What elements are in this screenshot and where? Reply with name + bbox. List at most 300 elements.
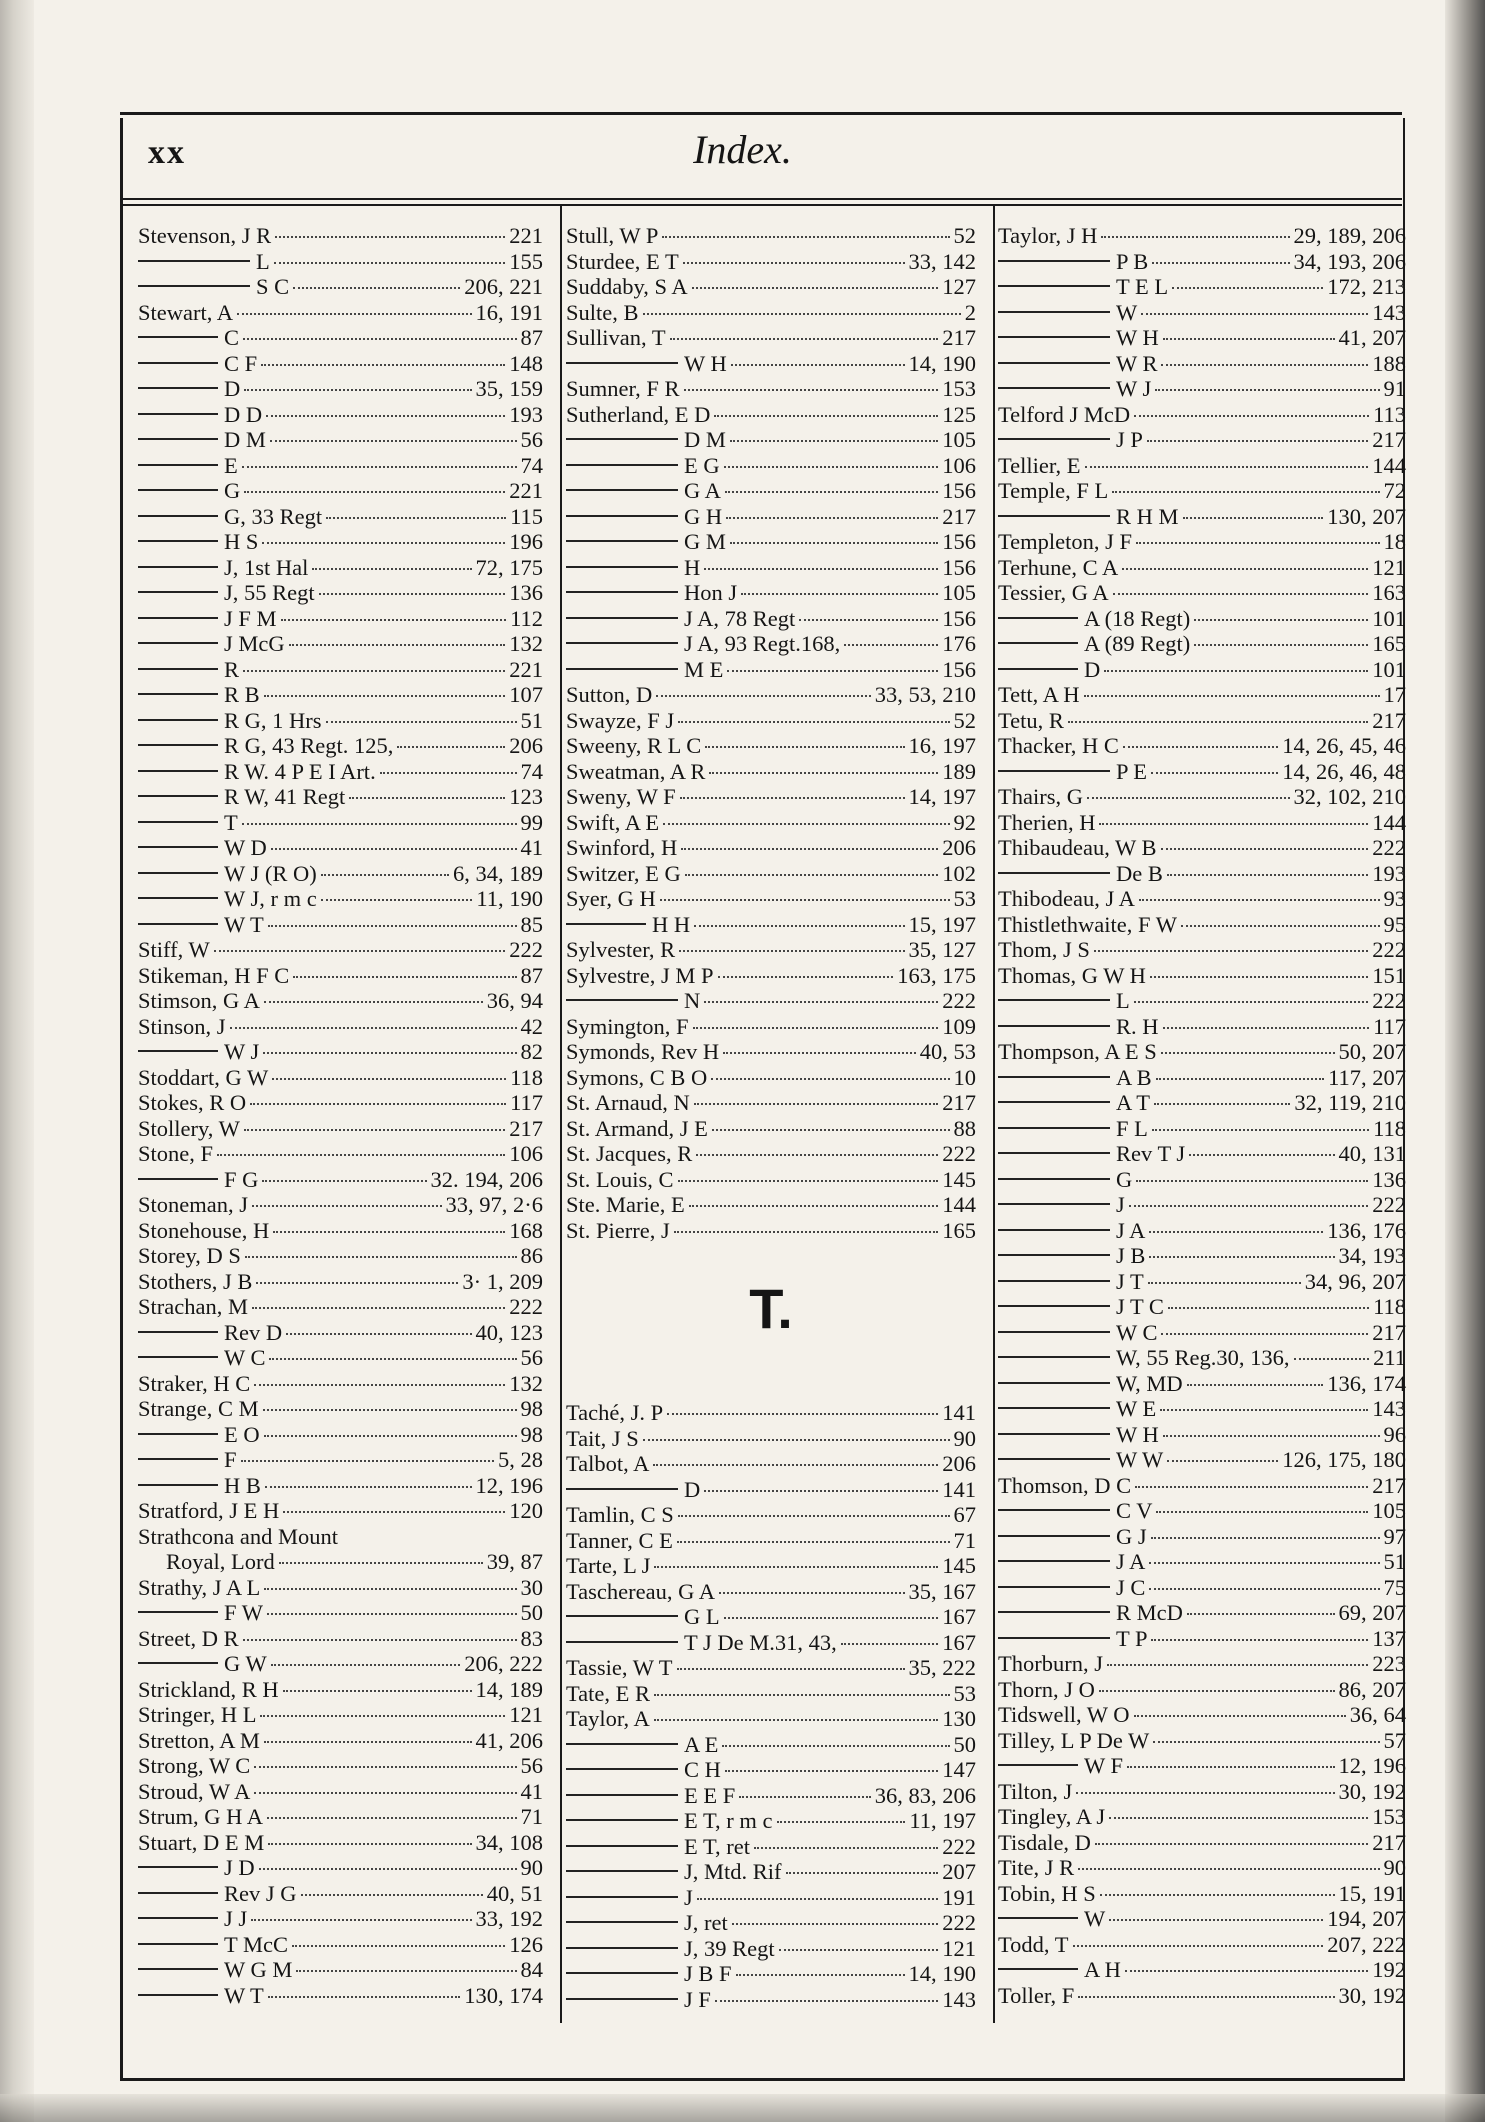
ditto-dash bbox=[998, 260, 1110, 262]
dot-leader bbox=[319, 593, 506, 595]
entry-pages: 32, 119, 210 bbox=[1294, 1090, 1406, 1115]
dot-leader bbox=[732, 1923, 939, 1925]
entry-pages: 97 bbox=[1383, 1523, 1406, 1549]
entry-name: Thistlethwaite, F W bbox=[998, 911, 1177, 937]
entry-pages: 126, 175, 180 bbox=[1282, 1447, 1406, 1472]
index-entry bbox=[566, 1655, 976, 1681]
dot-leader bbox=[1161, 848, 1369, 850]
ditto-dash bbox=[138, 1484, 218, 1486]
ditto-dash bbox=[566, 1896, 678, 1898]
index-entry bbox=[138, 1881, 543, 1907]
dot-leader bbox=[1076, 1792, 1334, 1794]
dot-leader bbox=[1183, 517, 1324, 519]
index-entry bbox=[138, 988, 543, 1014]
entry-pages: 206, 221 bbox=[464, 274, 543, 299]
dot-leader bbox=[643, 1439, 950, 1441]
index-entry bbox=[138, 1524, 543, 1550]
dot-leader bbox=[264, 1001, 483, 1003]
entry-pages: 90 bbox=[520, 1855, 543, 1880]
entry-pages: 29, 189, 206 bbox=[1293, 223, 1406, 248]
dot-leader bbox=[1136, 1180, 1368, 1182]
entry-pages: 191 bbox=[942, 1884, 976, 1910]
index-entry bbox=[998, 1294, 1406, 1320]
dot-leader bbox=[1104, 670, 1368, 672]
entry-pages: 34, 193 bbox=[1338, 1243, 1406, 1268]
entry-name: W, 55 Reg.30, 136, bbox=[1116, 1345, 1290, 1370]
index-entry bbox=[138, 963, 543, 989]
entry-name: Thorn, J O bbox=[998, 1676, 1095, 1702]
index-entry bbox=[998, 1345, 1406, 1371]
entry-name: A E bbox=[684, 1731, 719, 1757]
ditto-dash bbox=[138, 362, 218, 364]
entry-name: Strum, G H A bbox=[138, 1804, 264, 1829]
index-entry bbox=[566, 759, 976, 785]
entry-pages: 222 bbox=[942, 1833, 976, 1859]
dot-leader bbox=[1068, 721, 1368, 723]
index-entry bbox=[138, 1192, 543, 1218]
index-entry bbox=[998, 1371, 1406, 1397]
dot-leader bbox=[271, 1664, 461, 1666]
top-rule bbox=[120, 112, 1402, 115]
index-column-2-t-section bbox=[566, 1400, 976, 2012]
entry-pages: 223 bbox=[1372, 1651, 1406, 1676]
ditto-dash bbox=[138, 642, 218, 644]
entry-name: Stothers, J B bbox=[138, 1268, 253, 1294]
dot-leader bbox=[705, 746, 904, 748]
dot-leader bbox=[1167, 1460, 1278, 1462]
ditto-dash bbox=[998, 336, 1110, 338]
entry-pages: 163, 175 bbox=[897, 962, 976, 988]
index-entry bbox=[566, 657, 976, 683]
dot-leader bbox=[326, 721, 517, 723]
dot-leader bbox=[272, 1078, 506, 1080]
header-rule bbox=[120, 198, 1402, 206]
entry-pages: 16, 197 bbox=[908, 733, 976, 758]
entry-name: E bbox=[224, 452, 238, 478]
index-entry bbox=[998, 1396, 1406, 1422]
entry-pages: 222 bbox=[509, 937, 543, 962]
entry-pages: 217 bbox=[509, 1115, 543, 1141]
dot-leader bbox=[321, 899, 473, 901]
ditto-dash bbox=[566, 489, 678, 491]
index-entry bbox=[998, 1881, 1406, 1907]
dot-leader bbox=[685, 874, 939, 876]
entry-pages: 123 bbox=[509, 784, 543, 809]
dot-leader bbox=[1187, 1613, 1335, 1615]
entry-name: S C bbox=[256, 274, 290, 299]
index-entry bbox=[138, 1753, 543, 1779]
entry-name: G J bbox=[1116, 1523, 1147, 1549]
ditto-dash bbox=[998, 1968, 1078, 1970]
dot-leader bbox=[380, 772, 517, 774]
entry-pages: 74 bbox=[520, 758, 543, 784]
entry-name: J bbox=[684, 1884, 693, 1910]
entry-pages: 222 bbox=[1372, 937, 1406, 962]
ditto-dash bbox=[138, 1662, 218, 1664]
ditto-dash bbox=[998, 1458, 1110, 1460]
index-entry bbox=[566, 886, 976, 912]
entry-name: Thompson, A E S bbox=[998, 1039, 1157, 1064]
ditto-dash bbox=[998, 311, 1110, 313]
index-entry bbox=[566, 1400, 976, 1426]
entry-name: W E bbox=[1116, 1396, 1157, 1421]
entry-name: Sturdee, E T bbox=[566, 248, 679, 274]
index-entry bbox=[998, 1575, 1406, 1601]
entry-pages: 136 bbox=[509, 580, 543, 605]
dot-leader bbox=[1155, 389, 1379, 391]
entry-pages: 35, 127 bbox=[908, 937, 976, 962]
dot-leader bbox=[724, 466, 939, 468]
entry-pages: 85 bbox=[520, 911, 543, 937]
index-entry bbox=[566, 1604, 976, 1630]
dot-leader bbox=[654, 1566, 938, 1568]
dot-leader bbox=[696, 1154, 938, 1156]
index-entry bbox=[138, 529, 543, 555]
entry-name: C V bbox=[1116, 1498, 1153, 1523]
dot-leader bbox=[777, 1821, 906, 1823]
index-entry bbox=[138, 1473, 543, 1499]
entry-pages: 222 bbox=[942, 988, 976, 1013]
entry-pages: 167 bbox=[942, 1629, 976, 1655]
entry-pages: 92 bbox=[953, 809, 976, 835]
index-entry bbox=[138, 1855, 543, 1881]
entry-name: Stringer, H L bbox=[138, 1702, 257, 1727]
entry-pages: 147 bbox=[942, 1757, 976, 1782]
entry-name: W J bbox=[224, 1039, 260, 1064]
entry-name: F G bbox=[224, 1166, 259, 1192]
index-entry bbox=[566, 1910, 976, 1936]
index-entry bbox=[998, 1192, 1406, 1218]
entry-pages: 222 bbox=[942, 1910, 976, 1935]
entry-name: Tate, E R bbox=[566, 1680, 651, 1706]
entry-name: Strachan, M bbox=[138, 1294, 248, 1319]
dot-leader bbox=[694, 925, 904, 927]
index-entry bbox=[998, 453, 1406, 479]
entry-name: E E F bbox=[684, 1782, 736, 1808]
entry-name: C F bbox=[224, 350, 258, 376]
dot-leader bbox=[692, 287, 939, 289]
entry-pages: 193 bbox=[509, 401, 543, 427]
ditto-dash bbox=[566, 1768, 678, 1770]
ditto-dash bbox=[138, 770, 218, 772]
entry-pages: 41, 207 bbox=[1338, 325, 1406, 350]
entry-pages: 30, 192 bbox=[1338, 1778, 1406, 1804]
dot-leader bbox=[1113, 593, 1369, 595]
index-entry bbox=[138, 733, 543, 759]
page-title: Index. bbox=[693, 127, 792, 172]
entry-pages: 144 bbox=[1372, 809, 1406, 835]
entry-pages: 10 bbox=[953, 1064, 976, 1090]
entry-name: Tamlin, C S bbox=[566, 1502, 674, 1527]
dot-leader bbox=[1135, 1486, 1368, 1488]
dot-leader bbox=[326, 517, 506, 519]
entry-pages: 32. 194, 206 bbox=[430, 1166, 543, 1192]
ditto-dash bbox=[998, 1203, 1110, 1205]
entry-name: Stull, W P bbox=[566, 223, 659, 248]
dot-leader bbox=[1141, 313, 1368, 315]
column-divider bbox=[993, 205, 995, 2023]
dot-leader bbox=[256, 1282, 458, 1284]
entry-name: Sumner, F R bbox=[566, 376, 680, 401]
entry-name: Thibodeau, J A bbox=[998, 886, 1135, 911]
entry-name: F L bbox=[1116, 1115, 1148, 1141]
index-entry bbox=[138, 1039, 543, 1065]
index-entry bbox=[138, 606, 543, 632]
entry-pages: 32, 102, 210 bbox=[1293, 784, 1406, 809]
entry-pages: 132 bbox=[509, 1370, 543, 1396]
index-entry bbox=[566, 351, 976, 377]
dot-leader bbox=[1134, 415, 1369, 417]
entry-pages: 207, 222 bbox=[1327, 1931, 1406, 1957]
index-column-2 bbox=[566, 223, 976, 1243]
index-entry bbox=[566, 1014, 976, 1040]
entry-pages: 217 bbox=[1372, 1319, 1406, 1345]
entry-pages: 118 bbox=[510, 1064, 543, 1090]
ditto-dash bbox=[998, 1076, 1110, 1078]
entry-name: Toller, F bbox=[998, 1982, 1075, 2008]
index-entry bbox=[998, 1116, 1406, 1142]
ditto-dash bbox=[998, 1229, 1110, 1231]
entry-pages: 217 bbox=[1372, 427, 1406, 452]
entry-name: Taylor, A bbox=[566, 1706, 650, 1731]
ditto-dash bbox=[138, 387, 218, 389]
entry-name: Tetu, R bbox=[998, 707, 1064, 733]
entry-name: R H M bbox=[1116, 503, 1179, 529]
index-entry bbox=[138, 300, 543, 326]
ditto-dash bbox=[138, 1917, 218, 1919]
index-entry bbox=[566, 504, 976, 530]
entry-pages: 84 bbox=[520, 1957, 543, 1982]
ditto-dash bbox=[566, 566, 678, 568]
entry-name: J J bbox=[224, 1906, 248, 1931]
dot-leader bbox=[1073, 1945, 1324, 1947]
entry-name: J C bbox=[1116, 1574, 1146, 1600]
entry-name: D M bbox=[224, 427, 266, 452]
entry-name: R B bbox=[224, 682, 260, 707]
ditto-dash bbox=[566, 923, 646, 925]
entry-name: E T, r m c bbox=[684, 1808, 773, 1833]
index-entry bbox=[138, 937, 543, 963]
dot-leader bbox=[264, 1588, 516, 1590]
entry-name: Swift, A E bbox=[566, 809, 660, 835]
dot-leader bbox=[301, 1894, 483, 1896]
entry-name: Stevenson, J R bbox=[138, 223, 272, 248]
dot-leader bbox=[779, 1949, 939, 1951]
index-entry bbox=[138, 759, 543, 785]
ditto-dash bbox=[566, 515, 678, 517]
entry-pages: 50 bbox=[520, 1600, 543, 1625]
index-entry bbox=[566, 1218, 976, 1244]
dot-leader bbox=[214, 950, 506, 952]
dot-leader bbox=[274, 262, 506, 264]
entry-pages: 144 bbox=[942, 1192, 976, 1217]
ditto-dash bbox=[138, 566, 218, 568]
index-entry bbox=[138, 402, 543, 428]
entry-pages: 18 bbox=[1383, 529, 1406, 554]
index-entry bbox=[566, 1553, 976, 1579]
entry-pages: 98 bbox=[520, 1396, 543, 1421]
entry-name: Stollery, W bbox=[138, 1115, 240, 1141]
index-entry bbox=[566, 1528, 976, 1554]
entry-name: W D bbox=[224, 835, 267, 860]
dot-leader bbox=[260, 1715, 505, 1717]
ditto-dash bbox=[138, 413, 218, 415]
entry-pages: 130, 207 bbox=[1327, 503, 1406, 529]
dot-leader bbox=[643, 313, 961, 315]
entry-name: J F M bbox=[224, 605, 277, 631]
dot-leader bbox=[252, 1205, 442, 1207]
entry-name: Tite, J R bbox=[998, 1855, 1075, 1880]
index-entry bbox=[138, 274, 543, 300]
entry-pages: 188 bbox=[1372, 350, 1406, 376]
dot-leader bbox=[1129, 1205, 1368, 1207]
index-entry bbox=[566, 1141, 976, 1167]
dot-leader bbox=[1163, 1027, 1370, 1029]
entry-name: Hon J bbox=[684, 580, 738, 605]
index-entry bbox=[138, 1345, 543, 1371]
dot-leader bbox=[1078, 1868, 1379, 1870]
entry-pages: 71 bbox=[520, 1804, 543, 1829]
entry-name: Stikeman, H F C bbox=[138, 962, 290, 988]
index-entry bbox=[566, 988, 976, 1014]
entry-pages: 222 bbox=[509, 1294, 543, 1319]
ditto-dash bbox=[998, 617, 1078, 619]
index-entry bbox=[566, 249, 976, 275]
section-letter-heading: T. bbox=[749, 1277, 793, 1340]
ditto-dash bbox=[138, 260, 250, 262]
dot-leader bbox=[397, 746, 505, 748]
dot-leader bbox=[1122, 568, 1368, 570]
index-entry bbox=[138, 1320, 543, 1346]
entry-name: Sweeny, R L C bbox=[566, 733, 702, 758]
ditto-dash bbox=[566, 1488, 678, 1490]
entry-name: T McC bbox=[224, 1931, 288, 1957]
ditto-dash bbox=[566, 362, 678, 364]
entry-name: Templeton, J F bbox=[998, 529, 1133, 554]
dot-leader bbox=[654, 1694, 949, 1696]
entry-name: E G bbox=[684, 452, 720, 478]
index-entry bbox=[566, 1987, 976, 2013]
entry-pages: 15, 191 bbox=[1338, 1880, 1406, 1906]
entry-pages: 136 bbox=[1372, 1166, 1406, 1192]
index-entry bbox=[998, 504, 1406, 530]
dot-leader bbox=[1153, 1741, 1379, 1743]
entry-name: R bbox=[224, 656, 240, 682]
entry-name: E O bbox=[224, 1421, 260, 1447]
index-entry bbox=[138, 1090, 543, 1116]
entry-name: R McD bbox=[1116, 1600, 1183, 1625]
entry-pages: 121 bbox=[942, 1935, 976, 1961]
entry-name: St. Louis, C bbox=[566, 1166, 674, 1192]
dot-leader bbox=[254, 1384, 505, 1386]
entry-pages: 168 bbox=[509, 1217, 543, 1243]
index-entry bbox=[998, 1957, 1406, 1983]
index-entry bbox=[138, 1371, 543, 1397]
dot-leader bbox=[689, 1205, 939, 1207]
entry-name: Telford J McD bbox=[998, 401, 1131, 427]
index-entry bbox=[566, 1630, 976, 1656]
entry-pages: 136, 174 bbox=[1327, 1370, 1406, 1396]
index-entry bbox=[998, 886, 1406, 912]
dot-leader bbox=[1148, 1282, 1301, 1284]
entry-pages: 56 bbox=[520, 1753, 543, 1778]
dot-leader bbox=[1087, 797, 1290, 799]
entry-pages: 194, 207 bbox=[1327, 1906, 1406, 1931]
entry-pages: 17 bbox=[1383, 682, 1406, 707]
entry-name: Swinford, H bbox=[566, 835, 678, 860]
entry-pages: 2 bbox=[964, 299, 976, 325]
dot-leader bbox=[230, 1027, 517, 1029]
dot-leader bbox=[243, 670, 505, 672]
ditto-dash bbox=[998, 770, 1110, 772]
index-entry bbox=[138, 1294, 543, 1320]
dot-leader bbox=[1181, 925, 1380, 927]
dot-leader bbox=[1112, 491, 1379, 493]
index-entry bbox=[566, 1757, 976, 1783]
index-entry bbox=[998, 1651, 1406, 1677]
dot-leader bbox=[1154, 1103, 1290, 1105]
index-entry bbox=[998, 988, 1406, 1014]
entry-name: R. H bbox=[1116, 1013, 1159, 1039]
dot-leader bbox=[289, 644, 506, 646]
entry-pages: 206 bbox=[509, 733, 543, 758]
dot-leader bbox=[1136, 542, 1379, 544]
entry-name: L bbox=[256, 248, 270, 274]
index-entry bbox=[566, 784, 976, 810]
index-entry bbox=[138, 1804, 543, 1830]
entry-name: Swayze, F J bbox=[566, 707, 675, 733]
ditto-dash bbox=[566, 642, 678, 644]
entry-pages: 105 bbox=[942, 427, 976, 452]
ditto-dash bbox=[566, 438, 678, 440]
entry-pages: 72 bbox=[1383, 478, 1406, 503]
index-entry bbox=[566, 1167, 976, 1193]
entry-name: Todd, T bbox=[998, 1931, 1069, 1957]
index-entry bbox=[998, 810, 1406, 836]
index-entry bbox=[998, 223, 1406, 249]
entry-name: W T bbox=[224, 911, 264, 937]
entry-name: Rev T J bbox=[1116, 1141, 1186, 1166]
dot-leader bbox=[244, 491, 505, 493]
dot-leader bbox=[242, 823, 517, 825]
ditto-dash bbox=[138, 336, 218, 338]
dot-leader bbox=[270, 440, 517, 442]
ditto-dash bbox=[998, 1917, 1078, 1919]
ditto-dash bbox=[998, 668, 1078, 670]
dot-leader bbox=[281, 619, 507, 621]
dot-leader bbox=[321, 874, 449, 876]
dot-leader bbox=[704, 1001, 938, 1003]
page-number: xx bbox=[148, 134, 186, 171]
entry-name: J B bbox=[1116, 1243, 1146, 1268]
dot-leader bbox=[244, 389, 471, 391]
entry-name: F W bbox=[224, 1600, 263, 1625]
dot-leader bbox=[254, 1792, 516, 1794]
entry-pages: 50 bbox=[953, 1731, 976, 1757]
index-entry bbox=[566, 453, 976, 479]
entry-pages: 141 bbox=[942, 1400, 976, 1425]
entry-name: W W bbox=[1116, 1447, 1164, 1472]
index-entry bbox=[998, 1090, 1406, 1116]
ditto-dash bbox=[138, 540, 218, 542]
index-entry bbox=[566, 1192, 976, 1218]
dot-leader bbox=[694, 1103, 939, 1105]
entry-name: Symonds, Rev H bbox=[566, 1039, 720, 1064]
entry-name: Tidswell, W O bbox=[998, 1702, 1130, 1727]
entry-pages: 56 bbox=[520, 1345, 543, 1370]
entry-name: T P bbox=[1116, 1625, 1148, 1651]
entry-name: Strange, C M bbox=[138, 1396, 259, 1421]
